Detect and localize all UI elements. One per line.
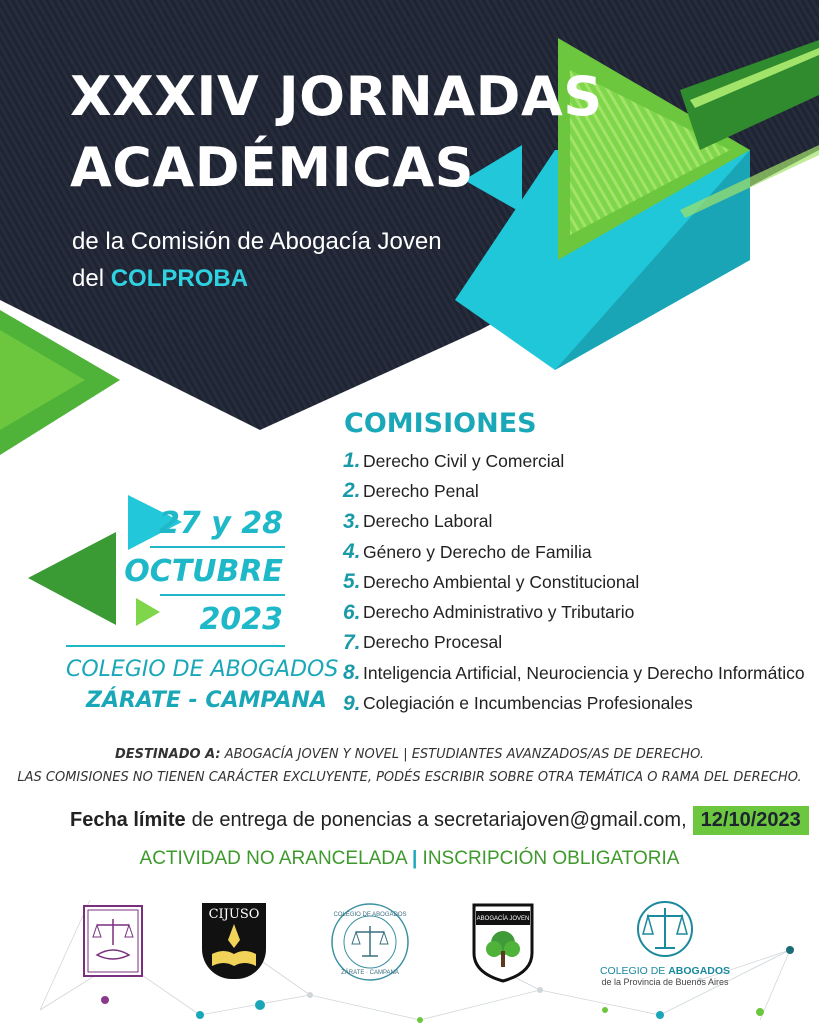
item-label: Derecho Laboral <box>363 511 493 532</box>
event-year: 2023 <box>199 602 283 637</box>
title-line-1: XXXIV JORNADAS <box>70 65 603 128</box>
date-divider <box>160 594 285 596</box>
list-item <box>343 507 805 537</box>
item-label: Derecho Administrativo y Tributario <box>363 602 635 623</box>
fee-notice-part2: INSCRIPCIÓN OBLIGATORIA <box>422 848 680 869</box>
fee-notice <box>0 848 819 870</box>
subtitle-line-1: de la Comisión de Abogacía Joven <box>72 228 442 255</box>
item-label: Derecho Procesal <box>363 632 503 653</box>
item-number: 9. <box>343 691 361 715</box>
cijuso-logo-text: CIJUSO <box>208 907 260 922</box>
list-item <box>343 537 805 567</box>
deadline-text: de entrega de ponencias a secretariajoven@gmail.com, <box>191 809 687 831</box>
abogacia-joven-text: ABOGACÍA JOVEN <box>476 916 530 922</box>
subtitle-line-2 <box>72 265 248 293</box>
audience-label: DESTINADO A: <box>115 747 221 762</box>
colproba-name <box>590 965 740 977</box>
commissions-title: COMISIONES <box>344 408 537 439</box>
list-item <box>343 688 805 718</box>
commissions-list <box>343 446 805 719</box>
title-line-2: ACADÉMICAS <box>70 136 475 199</box>
item-number: 5. <box>343 570 361 594</box>
fee-notice-part1: ACTIVIDAD NO ARANCELADA <box>139 848 407 869</box>
deadline-line <box>70 806 809 835</box>
audience-line <box>0 747 819 762</box>
venue-line-1: COLEGIO DE ABOGADOS <box>66 657 339 682</box>
colproba-emblem-icon <box>635 900 695 958</box>
zarate-campana-seal-logo <box>330 902 410 982</box>
item-number: 1. <box>343 449 361 473</box>
colproba-logo <box>590 900 740 990</box>
deadline-label: Fecha límite <box>70 809 186 831</box>
audience-text: ABOGACÍA JOVEN Y NOVEL | ESTUDIANTES AVANZADOS/AS DE DERECHO. <box>220 747 704 762</box>
audience-note: LAS COMISIONES NO TIENEN CARÁCTER EXCLUYENTE, PODÉS ESCRIBIR SOBRE OTRA TEMÁTICA O RAMA DEL DERECHO. <box>17 770 802 785</box>
colproba-name-prefix: COLEGIO DE <box>599 965 669 977</box>
colproba-subtitle: de la Provincia de Buenos Aires <box>601 977 729 987</box>
date-divider <box>66 645 285 647</box>
item-number: 6. <box>343 600 361 624</box>
scales-shield-logo <box>83 905 143 977</box>
list-item <box>343 446 805 476</box>
list-item <box>343 658 805 688</box>
date-green-triangle <box>28 532 116 625</box>
seal-ring-bottom: ZÁRATE · CAMPANA <box>341 970 399 976</box>
colproba-highlight: COLPROBA <box>110 265 249 292</box>
item-number: 3. <box>343 509 361 533</box>
item-label: Derecho Penal <box>363 480 479 501</box>
colproba-name-bold: ABOGADOS <box>668 965 731 977</box>
pen-book-icon <box>202 922 266 972</box>
subtitle-prefix: del <box>72 265 111 292</box>
item-number: 4. <box>343 540 361 564</box>
item-label: Derecho Ambiental y Constitucional <box>363 571 640 592</box>
fee-notice-separator: | <box>411 848 418 869</box>
deadline-date-badge: 12/10/2023 <box>693 806 809 835</box>
item-label: Inteligencia Artificial, Neurociencia y Derecho Informático <box>363 662 805 683</box>
list-item <box>343 567 805 597</box>
item-label: Género y Derecho de Familia <box>363 541 592 562</box>
list-item <box>343 628 805 658</box>
list-item <box>343 476 805 506</box>
cijuso-logo <box>202 903 266 979</box>
item-number: 7. <box>343 630 361 654</box>
event-month: OCTUBRE <box>124 554 283 589</box>
date-divider <box>150 546 285 548</box>
abogacia-joven-shield-logo <box>472 903 534 983</box>
list-item <box>343 597 805 627</box>
event-days: 27 y 28 <box>159 506 283 541</box>
item-number: 8. <box>343 661 361 685</box>
item-number: 2. <box>343 479 361 503</box>
seal-ring-top: COLEGIO DE ABOGADOS <box>333 912 407 918</box>
date-lime-triangle <box>136 598 160 626</box>
item-label: Colegiación e Incumbencias Profesionales <box>363 693 693 714</box>
item-label: Derecho Civil y Comercial <box>363 450 565 471</box>
venue-line-2: ZÁRATE - CAMPANA <box>86 688 327 713</box>
